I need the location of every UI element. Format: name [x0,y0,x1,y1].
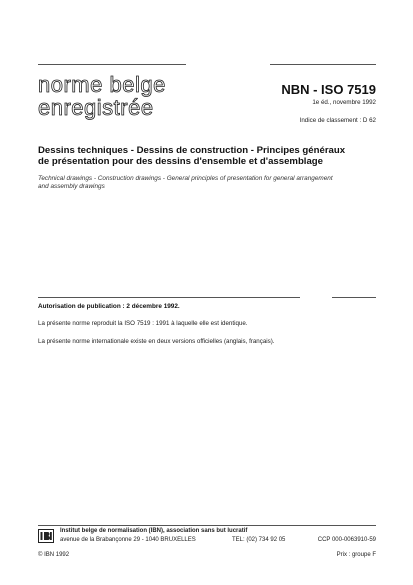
body-rule-right [332,297,376,298]
header-rule-right [270,64,376,65]
versions-note: La présente norme internationale existe en deux versions officielles (anglais, français). [38,338,275,345]
french-title-line2: de présentation pour des dessins d'ensemble et d'assemblage [38,156,324,167]
authorization-date: Autorisation de publication : 2 décembre 1992. [38,303,180,310]
header-rule-left [38,64,186,65]
english-title-line2: and assembly drawings [38,183,105,190]
ibn-logo-icon [38,529,54,543]
english-title-line1: Technical drawings - Construction drawings - General principles of presentation for general arrangement [38,175,333,182]
edition-date: 1e éd., novembre 1992 [312,99,376,106]
french-title-line1: Dessins techniques - Dessins de construction - Principes généraux [38,145,346,156]
institute-name: Institut belge de normalisation (IBN), association sans but lucratif [60,528,248,534]
institute-telephone: TEL: (02) 734 92 05 [232,537,286,543]
french-title [38,145,383,167]
price-group: Prix : groupe F [336,552,376,558]
english-title [38,175,383,191]
reproduction-note: La présente norme reproduit la ISO 7519 : 1991 à laquelle elle est identique. [38,320,248,327]
header-title-line1: norme belge [38,72,166,97]
footer-rule [38,525,376,526]
institute-address: avenue de la Brabançonne 29 - 1040 BRUXELLES [60,537,196,543]
institute-ccp: CCP 000-0063910-59 [317,537,376,543]
standard-number: NBN - ISO 7519 [281,82,376,97]
header-title-line2: enregistrée [38,95,154,120]
copyright: © IBN 1992 [38,552,70,558]
body-rule-left [38,297,300,298]
classification-index: Indice de classement : D 62 [299,117,376,124]
